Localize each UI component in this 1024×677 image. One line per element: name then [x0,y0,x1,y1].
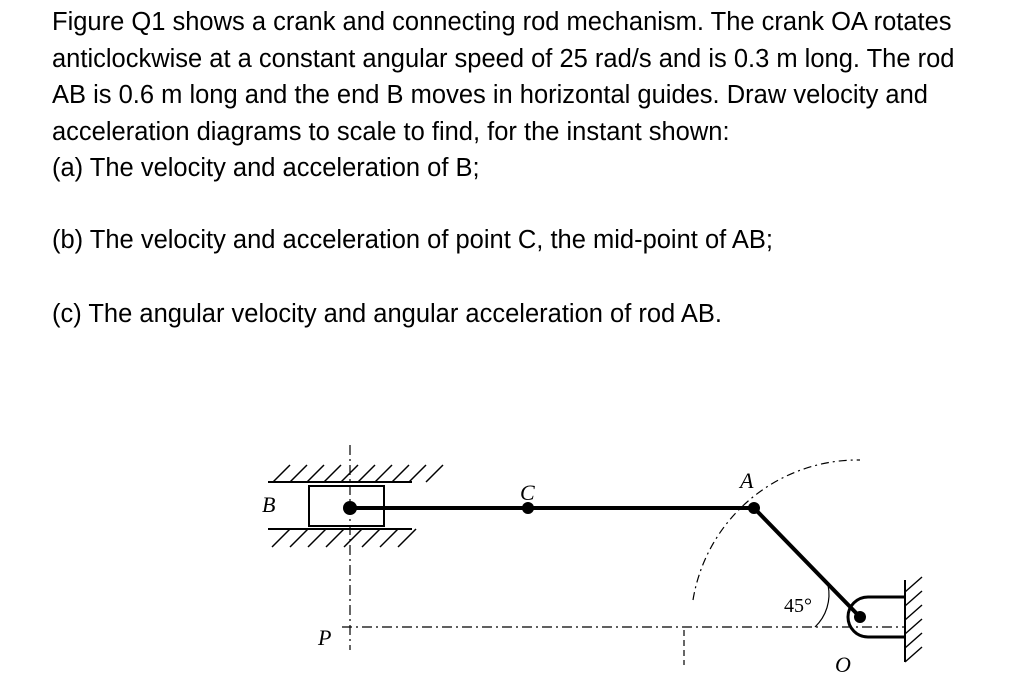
label-B: B [262,492,276,517]
label-A: A [740,468,754,493]
top-guide-hatching [273,465,443,482]
problem-line-2: anticlockwise at a constant angular speed of 25 rad/s and is 0.3 m long. The rod [52,44,955,73]
joint-O [854,611,866,623]
angle-label: 45° [784,595,812,617]
angle-arc-45 [815,585,829,627]
ground-wall-hatching [905,577,922,662]
bottom-guide-hatching [272,529,416,547]
problem-line-4: acceleration diagrams to scale to find, for the instant shown: [52,117,730,146]
question-c: (c) The angular velocity and angular acceleration of rod AB. [52,300,722,328]
problem-line-1: Figure Q1 shows a crank and connecting rod mechanism. The crank OA rotates [52,8,952,36]
label-O: O [835,652,851,677]
question-a: (a) The velocity and acceleration of B; [52,154,480,182]
question-b: (b) The velocity and acceleration of point C, the mid-point of AB; [52,226,773,254]
joint-B [343,501,357,515]
label-C: C [520,480,535,505]
problem-line-3: AB is 0.6 m long and the end B moves in horizontal guides. Draw velocity and [52,81,928,109]
label-P: P [318,625,332,650]
joint-A [748,502,760,514]
